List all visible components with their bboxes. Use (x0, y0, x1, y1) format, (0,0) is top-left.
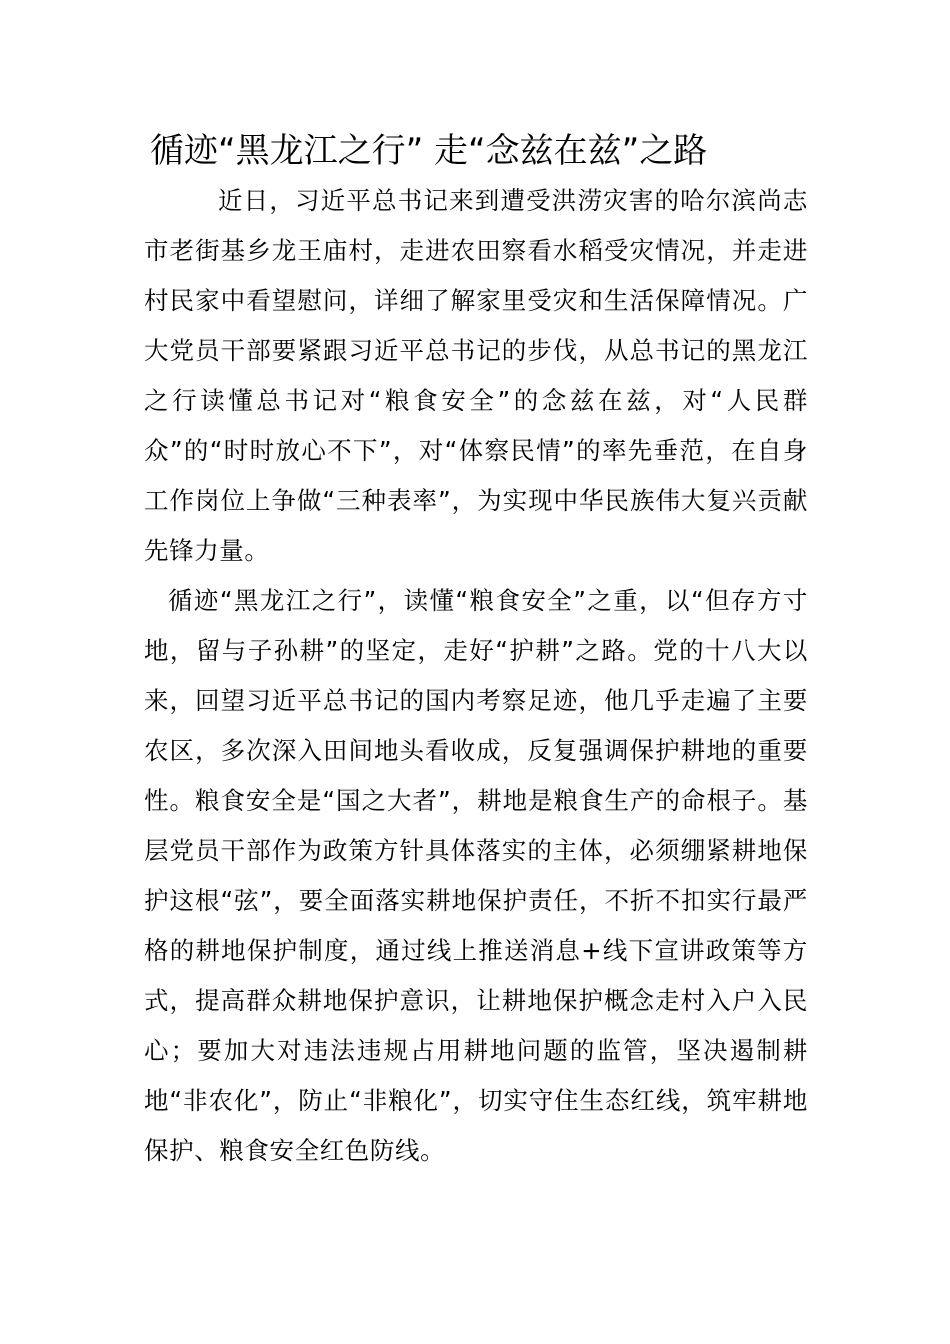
paragraph-food-security: 循迹“黑龙江之行”，读懂“粮食安全”之重，以“但存方寸地，留与子孙耕”的坚定，走好“护耕”之路。党的十八大以来，回望习近平总书记的国内考察足迹，他几乎走遍了主要农区，多次深入田间地头看收成，反复强调保护耕地的重要性。粮食安全是“国之大者”，耕地是粮食生产的命根子。基层党员干部作为政策方针具体落实的主体，必须绷紧耕地保护这根“弦”，要全面落实耕地保护责任，不折不扣实行最严格的耕地保护制度，通过线上推送消息+线下宣讲政策等方式，提高群众耕地保护意识，让耕地保护概念走村入户入民心；要加大对违法违规占用耕地问题的监管，坚决遏制耕地“非农化”，防止“非粮化”，切实守住生态红线，筑牢耕地保护、粮食安全红色防线。 (144, 586, 808, 1165)
paragraph-intro: 近日，习近平总书记来到遭受洪涝灾害的哈尔滨尚志市老街基乡龙王庙村，走进农田察看水稻受灾情况，并走进村民家中看望慰问，详细了解家里受灾和生活保障情况。广大党员干部要紧跟习近平总书记的步伐，从总书记的黑龙江之行读懂总书记对“粮食安全”的念兹在兹，对“人民群众”的“时时放心不下”，对“体察民情”的率先垂范，在自身工作岗位上争做“三种表率”，为实现中华民族伟大复兴贡献先锋力量。 (144, 186, 808, 565)
document-title: 循迹“黑龙江之行” 走“念兹在兹”之路 (150, 131, 708, 171)
